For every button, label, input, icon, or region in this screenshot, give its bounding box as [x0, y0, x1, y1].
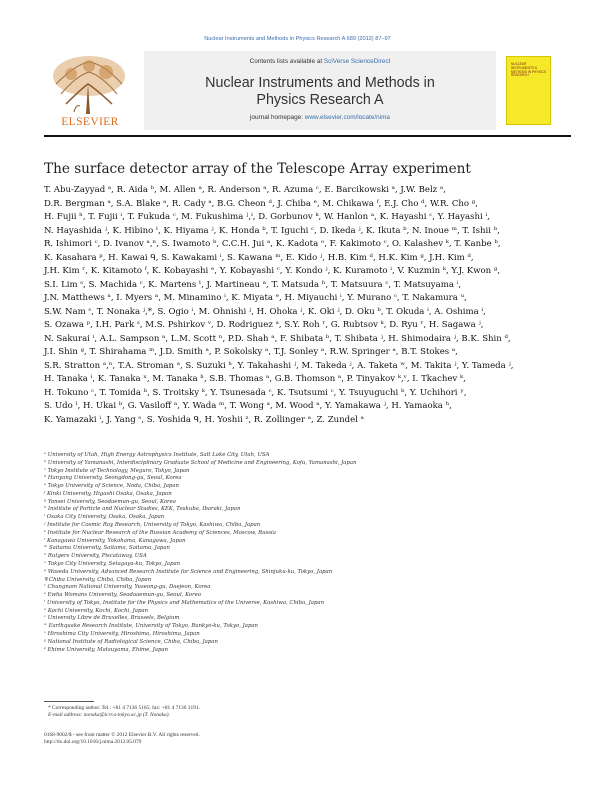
homepage-prefix: journal homepage: — [250, 114, 305, 121]
corresponding-author-footnote — [48, 705, 568, 720]
publisher-name: ELSEVIER — [61, 116, 119, 128]
header-divider — [44, 135, 571, 137]
author-list: T. Abu-Zayyad ᵃ, R. Aida ᵇ, M. Allen ᵃ, R. Anderson ᵃ, R. Azuma ᶜ, E. Barcikowski ᵃ, J.W. Belz ᵃ, D.R. Bergman ᵃ, S.A. Blake ᵃ, R. Cady ᵃ, B.G. Cheon ᵈ, J. Chiba ᵉ, M. Chikawa ᶠ, E.J. Cho ᵈ, W.R. Cho ᵍ, H. Fujii ʰ, T. Fujii ⁱ, T. Fukuda ᶜ, M. Fukushima ʲ,ⁱ, D. Gorbunov ᵏ, W. Hanlon ᵃ, K. Hayashi ᶜ, Y. Hayashi ⁱ, N. Hayashida ʲ, K. Hibino ˡ, K. Hiyama ʲ, K. Honda ᵇ, T. Iguchi ᶜ, D. Ikeda ʲ, K. Ikuta ᵇ, N. Inoue ᵐ, T. Ishii ᵇ, R. Ishimori ᶜ, D. Ivanov ᵃ,ⁿ, S. Iwamoto ᵇ, C.C.H. Jui ᵃ, K. Kadota ᵒ, F. Kakimoto ᶜ, O. Kalashev ᵏ, T. Kanbe ᵇ, K. Kasahara ᵖ, H. Kawai ᑫ, S. Kawakami ⁱ, S. Kawana ᵐ, E. Kido ʲ, H.B. Kim ᵈ, H.K. Kim ᵍ, J.H. Kim ᵈ, J.H. Kim ʳ, K. Kitamoto ᶠ, K. Kobayashi ᵉ, Y. Kobayashi ᶜ, Y. Kondo ʲ, K. Kuramoto ⁱ, V. Kuzmin ᵏ, Y.J. Kwon ᵍ, S.I. Lim ˢ, S. Machida ᶜ, K. Martens ᵗ, J. Martineau ᵃ, T. Matsuda ʰ, T. Matsuura ᶜ, T. Matsuyama ⁱ, J.N. Matthews ᵃ, I. Myers ᵃ, M. Minamino ⁱ, K. Miyata ᵉ, H. Miyauchi ⁱ, Y. Murano ᶜ, T. Nakamura ᵘ, S.W. Nam ˢ, T. Nonaka ʲ,*, S. Ogio ⁱ, M. Ohnishi ʲ, H. Ohoka ʲ, K. Oki ʲ, D. Oku ᵇ, T. Okuda ⁱ, A. Oshima ⁱ, S. Ozawa ᵖ, I.H. Park ˢ, M.S. Pshirkov ᵛ, D. Rodriguez ᵃ, S.Y. Roh ʳ, G. Rubtsov ᵏ, D. Ryu ʳ, H. Sagawa ʲ, N. Sakurai ⁱ, A.L. Sampson ᵃ, L.M. Scott ⁿ, P.D. Shah ᵃ, F. Shibata ᵇ, T. Shibata ʲ, H. Shimodaira ʲ, B.K. Shin ᵈ, J.I. Shin ᵍ, T. Shirahama ᵐ, J.D. Smith ᵃ, P. Sokolsky ᵃ, T.J. Sonley ᵃ, R.W. Springer ᵃ, B.T. Stokes ᵃ, S.R. Stratton ᵃ,ⁿ, T.A. Stroman ᵃ, S. Suzuki ʰ, Y. Takahashi ʲ, M. Takeda ʲ, A. Taketa ʷ, M. Takita ʲ, Y. Tameda ʲ, H. Tanaka ⁱ, K. Tanaka ˣ, M. Tanaka ʰ, S.B. Thomas ᵃ, G.B. Thomson ᵃ, P. Tinyakov ᵏ,ᵛ, I. Tkachev ᵏ, H. Tokuno ᶜ, T. Tomida ᵇ, S. Troitsky ᵏ, Y. Tsunesada ᶜ, K. Tsutsumi ᶜ, Y. Tsuyuguchi ᵇ, Y. Uchihori ʸ, S. Udo ˡ, H. Ukai ᵇ, G. Vasiloff ᵃ, Y. Wada ᵐ, T. Wong ᵃ, M. Wood ᵃ, Y. Yamakawa ʲ, H. Yamaoka ʰ, K. Yamazaki ⁱ, J. Yang ˢ, S. Yoshida ᑫ, H. Yoshii ᶻ, R. Zollinger ᵃ, Z. Zundel ᵃ — [44, 185, 514, 425]
affiliation-list: ᵃ University of Utah, High Energy Astrophysics Institute, Salt Lake City, Utah, USA ᵇ University of Yamanashi, Interdisciplinary Graduate School of Medicine and Engineering, Kofu, Yamanashi, Japan ᶜ Tokyo Institute of Technology, Meguro, Tokyo, Japan ᵈ Hanyang University, Seongdong-gu, Seoul, Korea ᵉ Tokyo University of Science, Noda, Chiba, Japan ᶠ Kinki University, Higashi Osaka, Osaka, Japan ᵍ Yonsei University, Seodaemun-gu, Seoul, Korea ʰ Institute of Particle and Nuclear Studies, KEK, Tsukuba, Ibaraki, Japan ⁱ Osaka City University, Osaka, Osaka, Japan ʲ Institute for Cosmic Ray Research, University of Tokyo, Kashiwa, Chiba, Japan ᵏ Institute for Nuclear Research of the Russian Academy of Sciences, Moscow, Russia ˡ Kanagawa University, Yokohama, Kanagawa, Japan ᵐ Saitama University, Saitama, Saitama, Japan ⁿ Rutgers University, Piscataway, USA ᵒ Tokyo City University, Setagaya-ku, Tokyo, Japan ᵖ Waseda University, Advanced Research Institute for Science and Engineering, Shinjuku-ku, Tokyo, Japan ᑫ Chiba University, Chiba, Chiba, Japan ʳ Chungnam National University, Yuseong-gu, Daejeon, Korea ˢ Ewha Womans University, Seodaaemun-gu, Seoul, Korea ᵗ University of Tokyo, Institute for the Physics and Mathematics of the Universe, Kashiwa, Chiba, Japan ᵘ Kochi University, Kochi, Kochi, Japan ᵛ University Libre de Bruxelles, Brussels, Belgium ʷ Earthquake Research Institute, University of Tokyo, Bunkyo-ku, Tokyo, Japan ˣ Hiroshima City University, Hiroshima, Hiroshima, Japan ʸ National Institute of Radiological Science, Chiba, Chiba, Japan ᶻ Ehime University, Matsuyama, Ehime, Japan — [44, 452, 357, 653]
contents-prefix: Contents lists available at — [249, 58, 324, 65]
elsevier-tree-icon — [46, 54, 132, 114]
journal-header — [44, 51, 571, 129]
email-address-line[interactable]: E-mail address: nonaka@icrr.u-tokyo.ac.jp (T. Nonaka). — [48, 712, 170, 719]
page-footer — [44, 732, 564, 747]
elsevier-logo — [44, 54, 136, 130]
cover-title: NUCLEAR INSTRUMENTS & METHODS IN PHYSICS RESEARCH — [511, 62, 546, 78]
sciencedirect-link[interactable]: SciVerse ScienceDirect — [323, 58, 391, 65]
issn-line: 0168-9002/$ - see front matter © 2012 Elsevier B.V. All rights reserved. — [44, 732, 200, 738]
journal-cover-thumbnail — [506, 56, 551, 125]
journal-title — [144, 75, 496, 109]
journal-title-line: Physics Research A — [256, 92, 384, 108]
journal-homepage — [144, 114, 496, 121]
journal-masthead — [144, 51, 496, 130]
corresponding-author-line: * Corresponding author. Tel.: +81 4 7136 5165; fax: +81 4 7136 3191. — [48, 705, 200, 711]
doi-link[interactable]: http://dx.doi.org/10.1016/j.nima.2012.05.079 — [44, 739, 142, 746]
footnote-divider — [44, 701, 94, 702]
contents-line — [144, 58, 496, 65]
journal-title-line: Nuclear Instruments and Methods in — [205, 75, 435, 91]
journal-reference[interactable]: Nuclear Instruments and Methods in Physics Research A 689 (2012) 87–97 — [204, 36, 391, 42]
homepage-link[interactable]: www.elsevier.com/locate/nima — [304, 114, 390, 121]
article-title: The surface detector array of the Telescope Array experiment — [44, 161, 471, 177]
